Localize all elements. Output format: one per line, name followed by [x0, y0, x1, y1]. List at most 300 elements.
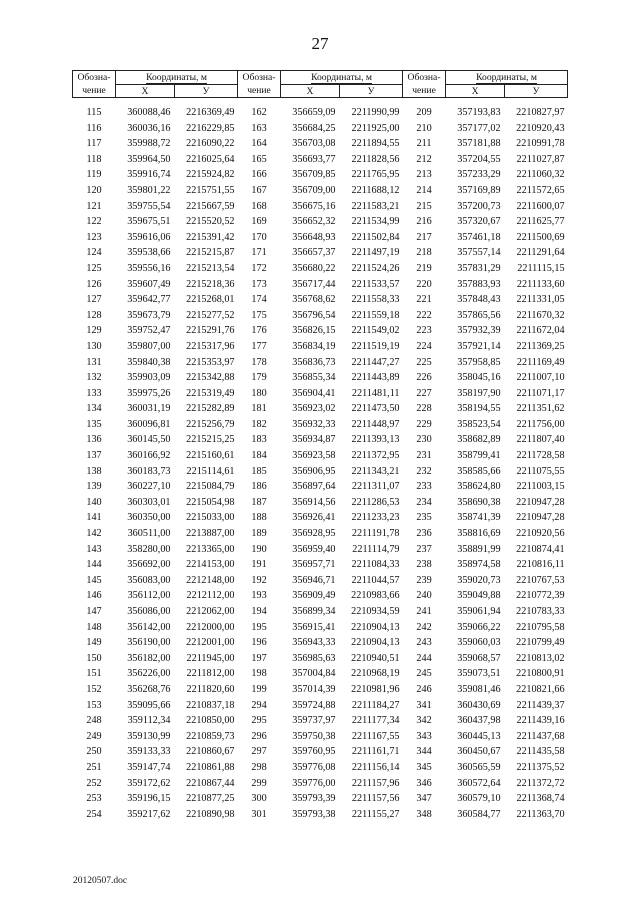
y-coordinate-cell: 2210816,11	[516, 559, 565, 571]
table-row	[73, 604, 568, 620]
point-id-cell: 125	[86, 262, 102, 274]
point-id-cell: 233	[416, 481, 432, 493]
x-coordinate-cell: 356855,34	[292, 372, 336, 384]
x-coordinate-cell: 359760,95	[292, 746, 336, 758]
point-id-cell: 227	[416, 387, 432, 399]
point-id-cell: 191	[251, 559, 267, 571]
point-id-cell: 248	[86, 715, 102, 727]
x-coordinate-cell: 359538,66	[127, 247, 171, 259]
y-coordinate-cell: 2211161,71	[351, 746, 400, 758]
x-coordinate-cell: 360031,19	[127, 403, 171, 415]
table-row	[73, 744, 568, 760]
point-id-cell: 166	[251, 169, 267, 181]
x-coordinate-cell: 359133,33	[127, 746, 171, 758]
x-coordinate-cell: 360088,46	[127, 107, 171, 118]
point-id-cell: 121	[86, 200, 102, 212]
point-id-cell: 117	[86, 138, 102, 150]
y-coordinate-cell: 2213365,00	[186, 543, 235, 555]
x-coordinate-cell: 356684,25	[292, 122, 336, 134]
y-coordinate-cell: 2210859,73	[186, 730, 235, 742]
x-coordinate-cell: 359556,16	[127, 262, 171, 274]
y-header: У	[175, 85, 238, 98]
y-coordinate-cell: 2210800,91	[516, 668, 565, 680]
point-id-cell: 151	[86, 668, 102, 680]
table-row	[73, 776, 568, 792]
point-id-cell: 215	[416, 200, 432, 212]
designation-header: Обозна-	[73, 71, 116, 85]
x-coordinate-cell: 359903,09	[127, 372, 171, 384]
y-coordinate-cell: 2215391,42	[186, 231, 235, 243]
point-id-cell: 193	[251, 590, 267, 602]
point-id-cell: 187	[251, 496, 267, 508]
y-coordinate-cell: 2211191,78	[351, 528, 400, 540]
y-header: У	[340, 85, 403, 98]
point-id-cell: 152	[86, 683, 102, 695]
y-coordinate-cell: 2211559,18	[351, 309, 400, 321]
y-coordinate-cell: 2211990,99	[351, 107, 400, 118]
y-coordinate-cell: 2210947,28	[516, 496, 565, 508]
x-coordinate-cell: 356796,54	[292, 309, 336, 321]
x-coordinate-cell: 358891,99	[457, 543, 501, 555]
x-coordinate-cell: 360565,59	[457, 761, 501, 773]
y-coordinate-cell: 2211447,27	[351, 356, 400, 368]
point-id-cell: 298	[251, 761, 267, 773]
point-id-cell: 238	[416, 559, 432, 571]
y-coordinate-cell: 2210813,02	[516, 652, 565, 664]
y-coordinate-cell: 2211572,65	[516, 184, 565, 196]
point-id-cell: 186	[251, 481, 267, 493]
y-coordinate-cell: 2211393,13	[351, 434, 400, 446]
y-coordinate-cell: 2211497,19	[351, 247, 400, 259]
point-id-cell: 133	[86, 387, 102, 399]
x-header: X	[281, 85, 340, 98]
y-coordinate-cell: 2210874,41	[516, 543, 565, 555]
table-row	[73, 791, 568, 807]
point-id-cell: 236	[416, 528, 432, 540]
y-coordinate-cell: 2211672,04	[516, 325, 565, 337]
y-coordinate-cell: 2215215,25	[186, 434, 235, 446]
y-coordinate-cell: 2215342,88	[186, 372, 235, 384]
y-coordinate-cell: 2211583,21	[351, 200, 400, 212]
point-id-cell: 220	[416, 278, 432, 290]
x-coordinate-cell: 359724,88	[292, 699, 336, 711]
y-coordinate-cell: 2211820,60	[186, 683, 235, 695]
table-row	[73, 214, 568, 230]
x-coordinate-cell: 358624,80	[457, 481, 501, 493]
point-id-cell: 250	[86, 746, 102, 758]
table-row	[73, 386, 568, 402]
point-id-cell: 184	[251, 450, 267, 462]
point-id-cell: 130	[86, 340, 102, 352]
x-coordinate-cell: 359060,03	[457, 637, 501, 649]
y-coordinate-cell: 2211167,55	[351, 730, 400, 742]
x-coordinate-cell: 360036,16	[127, 122, 171, 134]
x-coordinate-cell: 358585,66	[457, 465, 501, 477]
x-coordinate-cell: 360511,00	[127, 528, 171, 540]
x-coordinate-cell: 357193,83	[457, 107, 501, 118]
x-coordinate-cell: 359776,08	[292, 761, 336, 773]
x-coordinate-cell: 359147,74	[127, 761, 171, 773]
x-coordinate-cell: 359793,38	[292, 808, 336, 820]
y-coordinate-cell: 2210920,56	[516, 528, 565, 540]
x-coordinate-cell: 356926,41	[292, 512, 336, 524]
point-id-cell: 199	[251, 683, 267, 695]
point-id-cell: 140	[86, 496, 102, 508]
table-row	[73, 432, 568, 448]
y-coordinate-cell: 2211448,97	[351, 418, 400, 430]
point-id-cell: 224	[416, 340, 432, 352]
point-id-cell: 185	[251, 465, 267, 477]
x-coordinate-cell: 360450,67	[457, 746, 501, 758]
x-header: X	[446, 85, 505, 98]
y-coordinate-cell: 2210772,39	[516, 590, 565, 602]
y-coordinate-cell: 2211625,77	[516, 216, 565, 228]
y-coordinate-cell: 2211027,87	[516, 153, 565, 165]
point-id-cell: 128	[86, 309, 102, 321]
point-id-cell: 342	[416, 715, 432, 727]
y-coordinate-cell: 2211184,27	[351, 699, 400, 711]
point-id-cell: 129	[86, 325, 102, 337]
coordinates-header: Координаты, м	[281, 71, 403, 85]
y-coordinate-cell: 2211558,33	[351, 294, 400, 306]
x-coordinate-cell: 356268,76	[127, 683, 171, 695]
x-coordinate-cell: 360584,77	[457, 808, 501, 820]
table-row	[73, 510, 568, 526]
x-coordinate-cell: 356946,71	[292, 574, 336, 586]
x-coordinate-cell: 356836,73	[292, 356, 336, 368]
y-coordinate-cell: 2216369,49	[186, 107, 235, 118]
y-coordinate-cell: 2211071,17	[516, 387, 565, 399]
point-id-cell: 131	[86, 356, 102, 368]
y-coordinate-cell: 2211828,56	[351, 153, 400, 165]
point-id-cell: 177	[251, 340, 267, 352]
x-coordinate-cell: 360579,10	[457, 793, 501, 805]
x-coordinate-cell: 359840,38	[127, 356, 171, 368]
point-id-cell: 196	[251, 637, 267, 649]
table-row	[73, 713, 568, 729]
point-id-cell: 229	[416, 418, 432, 430]
y-coordinate-cell: 2210983,66	[351, 590, 400, 602]
x-coordinate-cell: 357865,56	[457, 309, 501, 321]
y-coordinate-cell: 2211519,19	[351, 340, 400, 352]
point-id-cell: 244	[416, 652, 432, 664]
y-coordinate-cell: 2211502,84	[351, 231, 400, 243]
x-coordinate-cell: 358816,69	[457, 528, 501, 540]
x-coordinate-cell: 356934,87	[292, 434, 336, 446]
x-coordinate-cell: 356652,32	[292, 216, 336, 228]
x-header: X	[116, 85, 175, 98]
x-coordinate-cell: 358194,55	[457, 403, 501, 415]
table-row	[73, 401, 568, 417]
x-coordinate-cell: 359642,77	[127, 294, 171, 306]
point-id-cell: 175	[251, 309, 267, 321]
point-id-cell: 223	[416, 325, 432, 337]
table-row	[73, 557, 568, 573]
x-coordinate-cell: 359776,00	[292, 777, 336, 789]
x-coordinate-cell: 358523,54	[457, 418, 501, 430]
y-coordinate-cell: 2211443,89	[351, 372, 400, 384]
y-coordinate-cell: 2212062,00	[186, 606, 235, 617]
y-coordinate-cell: 2216025,64	[186, 153, 235, 165]
point-id-cell: 170	[251, 231, 267, 243]
point-id-cell: 180	[251, 387, 267, 399]
point-id-cell: 294	[251, 699, 267, 711]
point-id-cell: 194	[251, 606, 267, 617]
y-coordinate-cell: 2210968,19	[351, 668, 400, 680]
table-row	[73, 479, 568, 495]
coordinates-header: Координаты, м	[116, 71, 238, 85]
y-coordinate-cell: 2211060,32	[516, 169, 565, 181]
point-id-cell: 118	[86, 153, 102, 165]
point-id-cell: 173	[251, 278, 267, 290]
y-header: У	[505, 85, 568, 98]
point-id-cell: 341	[416, 699, 432, 711]
y-coordinate-cell: 2215667,59	[186, 200, 235, 212]
y-coordinate-cell: 2215277,52	[186, 309, 235, 321]
table-row	[73, 729, 568, 745]
x-coordinate-cell: 358682,89	[457, 434, 501, 446]
point-id-cell: 241	[416, 606, 432, 617]
x-coordinate-cell: 359975,26	[127, 387, 171, 399]
table-row	[73, 635, 568, 651]
point-id-cell: 297	[251, 746, 267, 758]
point-id-cell: 253	[86, 793, 102, 805]
x-coordinate-cell: 357177,02	[457, 122, 501, 134]
point-id-cell: 343	[416, 730, 432, 742]
y-coordinate-cell: 2211177,34	[351, 715, 400, 727]
y-coordinate-cell: 2211368,74	[516, 793, 565, 805]
x-coordinate-cell: 356904,41	[292, 387, 336, 399]
x-coordinate-cell: 357004,84	[292, 668, 336, 680]
table-row	[73, 121, 568, 137]
y-coordinate-cell: 2215319,49	[186, 387, 235, 399]
x-coordinate-cell: 356692,00	[127, 559, 171, 571]
point-id-cell: 245	[416, 668, 432, 680]
x-coordinate-cell: 356768,62	[292, 294, 336, 306]
x-coordinate-cell: 357200,73	[457, 200, 501, 212]
table-row	[73, 370, 568, 386]
point-id-cell: 136	[86, 434, 102, 446]
x-coordinate-cell: 356659,09	[292, 107, 336, 118]
table-row	[73, 573, 568, 589]
point-id-cell: 301	[251, 808, 267, 820]
y-coordinate-cell: 2210934,59	[351, 606, 400, 617]
y-coordinate-cell: 2211670,32	[516, 309, 565, 321]
footer-filename: 20120507.doc	[73, 876, 128, 886]
y-coordinate-cell: 2210991,78	[516, 138, 565, 150]
x-coordinate-cell: 359020,73	[457, 574, 501, 586]
point-id-cell: 147	[86, 606, 102, 617]
x-coordinate-cell: 360303,01	[127, 496, 171, 508]
y-coordinate-cell: 2211534,99	[351, 216, 400, 228]
x-coordinate-cell: 359675,51	[127, 216, 171, 228]
y-coordinate-cell: 2210867,44	[186, 777, 235, 789]
y-coordinate-cell: 2211114,79	[352, 543, 400, 555]
point-id-cell: 143	[86, 543, 102, 555]
table-row	[73, 167, 568, 183]
point-id-cell: 231	[416, 450, 432, 462]
y-coordinate-cell: 2211807,40	[516, 434, 565, 446]
x-coordinate-cell: 356675,16	[292, 200, 336, 212]
table-row	[73, 277, 568, 293]
x-coordinate-cell: 359793,39	[292, 793, 336, 805]
x-coordinate-cell: 356914,56	[292, 496, 336, 508]
x-coordinate-cell: 359673,79	[127, 309, 171, 321]
x-coordinate-cell: 359616,06	[127, 231, 171, 243]
x-coordinate-cell: 359752,47	[127, 325, 171, 337]
point-id-cell: 189	[251, 528, 267, 540]
y-coordinate-cell: 2210850,00	[186, 715, 235, 727]
x-coordinate-cell: 359066,22	[457, 621, 501, 633]
point-id-cell: 197	[251, 652, 267, 664]
point-id-cell: 190	[251, 543, 267, 555]
y-coordinate-cell: 2211549,02	[351, 325, 400, 337]
table-row	[73, 152, 568, 168]
y-coordinate-cell: 2210904,13	[351, 637, 400, 649]
y-coordinate-cell: 2211075,55	[516, 465, 565, 477]
x-coordinate-cell: 359172,62	[127, 777, 171, 789]
x-coordinate-cell: 358280,00	[127, 543, 171, 555]
y-coordinate-cell: 2215924,82	[186, 169, 235, 181]
x-coordinate-cell: 358045,16	[457, 372, 501, 384]
point-id-cell: 141	[86, 512, 102, 524]
x-coordinate-cell: 359737,97	[292, 715, 336, 727]
y-coordinate-cell: 2212112,00	[186, 590, 235, 602]
y-coordinate-cell: 2215353,97	[186, 356, 235, 368]
x-coordinate-cell: 356906,95	[292, 465, 336, 477]
point-id-cell: 195	[251, 621, 267, 633]
point-id-cell: 226	[416, 372, 432, 384]
point-id-cell: 176	[251, 325, 267, 337]
point-id-cell: 181	[251, 403, 267, 415]
point-id-cell: 150	[86, 652, 102, 664]
designation-header-line2: чение	[403, 85, 446, 98]
x-coordinate-cell: 360166,92	[127, 450, 171, 462]
point-id-cell: 183	[251, 434, 267, 446]
y-coordinate-cell: 2215291,76	[186, 325, 235, 337]
x-coordinate-cell: 357461,18	[457, 231, 501, 243]
y-coordinate-cell: 2215114,61	[186, 465, 235, 477]
x-coordinate-cell: 359130,99	[127, 730, 171, 742]
y-coordinate-cell: 2210837,18	[186, 699, 235, 711]
table-row	[73, 666, 568, 682]
x-coordinate-cell: 359095,66	[127, 699, 171, 711]
point-id-cell: 149	[86, 637, 102, 649]
table-row	[73, 308, 568, 324]
table-row	[73, 448, 568, 464]
x-coordinate-cell: 359750,38	[292, 730, 336, 742]
page-number: 27	[311, 34, 329, 53]
table-row	[73, 651, 568, 667]
y-coordinate-cell: 2211311,07	[351, 481, 400, 493]
x-coordinate-cell: 358690,38	[457, 496, 501, 508]
point-id-cell: 234	[416, 496, 432, 508]
point-id-cell: 295	[251, 715, 267, 727]
y-coordinate-cell: 2210890,98	[186, 808, 235, 820]
x-coordinate-cell: 360183,73	[127, 465, 171, 477]
y-coordinate-cell: 2211363,70	[516, 808, 565, 820]
table-row	[73, 620, 568, 636]
x-coordinate-cell: 356923,02	[292, 403, 336, 415]
x-coordinate-cell: 359081,46	[457, 683, 501, 695]
y-coordinate-cell: 2215054,98	[186, 496, 235, 508]
y-coordinate-cell: 2210947,28	[516, 512, 565, 524]
x-coordinate-cell: 356086,00	[127, 606, 171, 617]
table-row	[73, 136, 568, 152]
y-coordinate-cell: 2211437,68	[516, 730, 565, 742]
designation-header-line2: чение	[73, 85, 116, 98]
y-coordinate-cell: 2215317,96	[186, 340, 235, 352]
y-coordinate-cell: 2216229,85	[186, 122, 235, 134]
y-coordinate-cell: 2211084,33	[351, 559, 400, 571]
y-coordinate-cell: 2210799,49	[516, 637, 565, 649]
point-id-cell: 246	[416, 683, 432, 695]
x-coordinate-cell: 360145,50	[127, 434, 171, 446]
x-coordinate-cell: 359073,51	[457, 668, 501, 680]
y-coordinate-cell: 2211945,00	[186, 652, 235, 664]
x-coordinate-cell: 358974,58	[457, 559, 501, 571]
point-id-cell: 142	[86, 528, 102, 540]
table-row	[73, 183, 568, 199]
y-coordinate-cell: 2210904,13	[351, 621, 400, 633]
y-coordinate-cell: 2211533,57	[351, 278, 400, 290]
point-id-cell: 123	[86, 231, 102, 243]
y-coordinate-cell: 2211925,00	[351, 122, 400, 134]
point-id-cell: 172	[251, 262, 267, 274]
x-coordinate-cell: 357848,43	[457, 294, 501, 306]
table-row	[73, 760, 568, 776]
y-coordinate-cell: 2210827,97	[516, 107, 565, 118]
x-coordinate-cell: 360227,10	[127, 481, 171, 493]
point-id-cell: 225	[416, 356, 432, 368]
table-row	[73, 542, 568, 558]
y-coordinate-cell: 2211155,27	[351, 808, 400, 820]
y-coordinate-cell: 2210821,66	[516, 683, 565, 695]
x-coordinate-cell: 358799,41	[457, 450, 501, 462]
y-coordinate-cell: 2211156,14	[351, 761, 400, 773]
point-id-cell: 134	[86, 403, 102, 415]
y-coordinate-cell: 2214153,00	[186, 559, 235, 571]
point-id-cell: 188	[251, 512, 267, 524]
y-coordinate-cell: 2211756,00	[516, 418, 565, 430]
designation-header: Обозна-	[238, 71, 281, 85]
x-coordinate-cell: 356915,41	[292, 621, 336, 633]
x-coordinate-cell: 359217,62	[127, 808, 171, 820]
y-coordinate-cell: 2211473,50	[351, 403, 400, 415]
x-coordinate-cell: 357557,14	[457, 247, 501, 259]
x-coordinate-cell: 357883,93	[457, 278, 501, 290]
table-row	[73, 245, 568, 261]
point-id-cell: 348	[416, 808, 432, 820]
x-coordinate-cell: 356709,85	[292, 169, 336, 181]
coordinates-header: Координаты, м	[446, 71, 568, 85]
point-id-cell: 192	[251, 574, 267, 586]
x-coordinate-cell: 356834,19	[292, 340, 336, 352]
y-coordinate-cell: 2215213,54	[186, 262, 235, 274]
point-id-cell: 168	[251, 200, 267, 212]
point-id-cell: 210	[416, 122, 432, 134]
y-coordinate-cell: 2211600,07	[516, 200, 565, 212]
point-id-cell: 212	[416, 153, 432, 165]
table-row	[73, 339, 568, 355]
x-coordinate-cell: 357320,67	[457, 216, 501, 228]
point-id-cell: 119	[86, 169, 102, 181]
y-coordinate-cell: 2211003,15	[516, 481, 565, 493]
point-id-cell: 239	[416, 574, 432, 586]
y-coordinate-cell: 2210861,88	[186, 761, 235, 773]
designation-header-line2: чение	[238, 85, 281, 98]
y-coordinate-cell: 2210940,51	[351, 652, 400, 664]
